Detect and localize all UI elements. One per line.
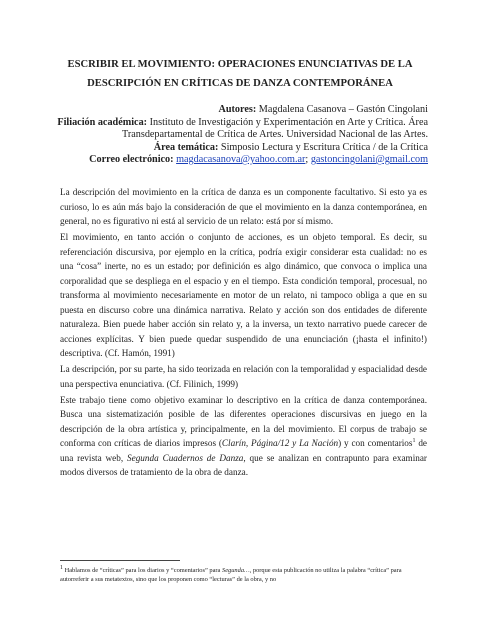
footnote-italic: Segunda… (222, 567, 250, 574)
footnote-ref: 1 (412, 437, 416, 444)
email-line (48, 154, 428, 167)
p4-newspapers: Clarín, Página/12 y La Nación (221, 438, 339, 448)
email-link-2[interactable]: gastoncingolani@gmail.com (310, 154, 428, 165)
body-text (60, 185, 427, 481)
footnote-text-b: , porque esta publicación no utiliza la palabra “crítica” para autorreferir a sus metatextos, sino que los proponen como “lecturas” de la obra, y no (60, 567, 402, 583)
p4-text-c: de una revista web, (60, 438, 427, 463)
p4-journal: Segunda Cuadernos de Danza (127, 452, 244, 463)
authors-line (48, 104, 428, 117)
paragraph-4 (60, 393, 427, 480)
affiliation-label: Filiación académica: (57, 116, 148, 128)
footnote-number: 1 (60, 564, 63, 571)
footnote (60, 566, 427, 584)
area-line (48, 142, 428, 155)
affiliation-1: Instituto de Investigación y Experimentación en Arte y Crítica. Área (149, 116, 428, 128)
footnote-text-a: Hablamos de “críticas” para los diarios y “comentarios” para (63, 567, 222, 574)
email-separator: ; (305, 154, 311, 165)
area: Simposio Lectura y Escritura Crítica / de la Crítica (220, 141, 428, 153)
email-label: Correo electrónico: (89, 154, 174, 165)
p4-text-b: ) y con comentarios (338, 438, 413, 448)
p4-text-a: Este trabajo tiene como objetivo examinar lo descriptivo en la crítica de danza contemporánea. Busca una sistematización posible de las diferentes operaciones discursivas en juego en la descripción de la obra artística y, principalmente, en la del movimiento. El corpus de trabajo se conforma con críticas de diarios impresos ( (60, 394, 427, 448)
authors: Magdalena Casanova – Gastón Cingolani (258, 104, 428, 115)
email-link-1[interactable]: magdacasanova@yahoo.com.ar (176, 154, 306, 165)
footnote-divider (60, 560, 180, 561)
affiliation-line-2: Transdepartamental de Crítica de Artes. Universidad Nacional de las Artes. (121, 129, 428, 140)
title-line-2: DESCRIPCIÓN EN CRÍTICAS DE DANZA CONTEMPORÁNEA (87, 78, 393, 89)
paper-title (50, 55, 430, 93)
affiliation-line (48, 117, 428, 130)
p4-text-d: , que se analizan en contrapunto para examinar modos diversos de tratamiento de la obra de danza. (60, 452, 427, 477)
title-line-1: ESCRIBIR EL MOVIMIENTO: OPERACIONES ENUNCIATIVAS DE LA (67, 59, 413, 70)
paragraph-2: El movimiento, en tanto acción o conjunto de acciones, es un objeto temporal. Es decir, su referenciación discursiva, por ejemplo en la crítica, podría exigir considerar esta cualidad: no es una “cosa” inerte, no es un estado; por definición es algo dinámico, que convoca o implica una corporalidad que se despliega en el espacio y en el tiempo. Esta condición temporal, procesual, no transforma al movimiento necesariamente en motor de un relato, ni tampoco obliga a que en su puesta en discurso cobre una dinámica narrativa. Relato y acción son dos entidades de diferente naturaleza. Bien puede haber acción sin relato y, a la inversa, un texto narrativo puede carecer de acciones explícitas. Y bien puede quedar suspendido de una enunciación (¡hasta el infinito!) descriptiva. (Cf. Hamón, 1991) (60, 232, 427, 358)
authors-label: Autores: (218, 104, 257, 115)
area-label: Área temática: (153, 141, 219, 153)
paragraph-1: La descripción del movimiento en la crítica de danza es un componente facultativo. Si esto ya es curioso, lo es aún más bajo la consideración de que el movimiento en la danza contemporánea, en general, no es figurativo ni está al servicio de un relato: está por sí mismo. (60, 187, 427, 226)
paper-metadata (48, 104, 428, 167)
paragraph-3: La descripción, por su parte, ha sido teorizada en relación con la temporalidad y espacialidad desde una perspectiva enunciativa. (Cf. Filinich, 1999) (60, 364, 427, 389)
